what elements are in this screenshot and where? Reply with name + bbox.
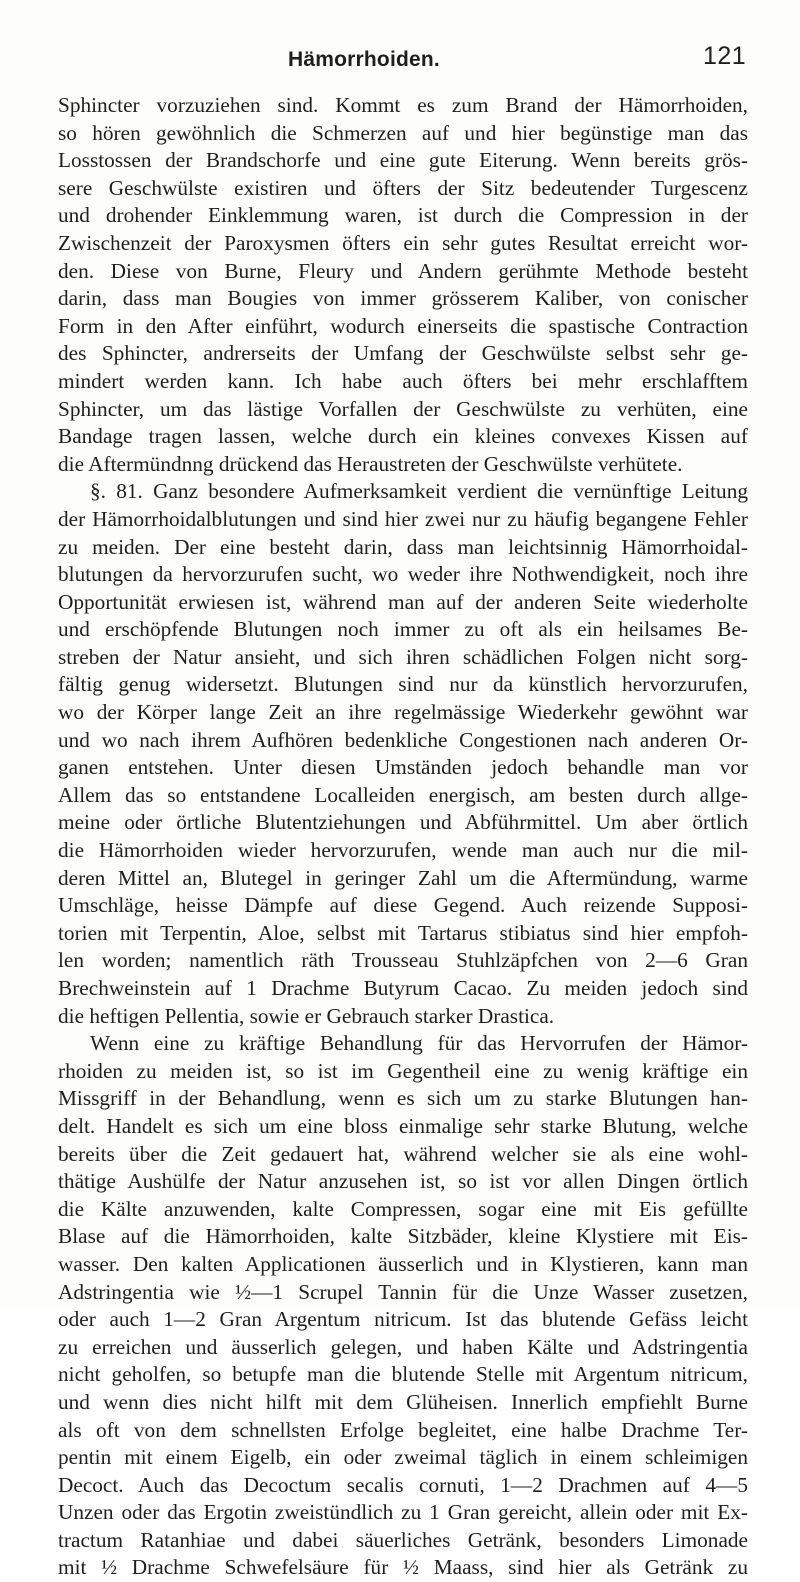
text-line: nicht geholfen, so betupfe man die blutende Stelle mit Argentum nitricum, (58, 1362, 748, 1387)
text-line: Opportunität erwiesen ist, während man auf der anderen Seite wiederholte (58, 589, 748, 614)
text-line: ganen entstehen. Unter diesen Umständen jedoch behandle man vor (58, 755, 748, 780)
text-line: die Kälte anzuwenden, kalte Compressen, sogar eine mit Eis gefüllte (58, 1196, 748, 1221)
body-text (58, 92, 748, 1582)
text-line: oder auch 1—2 Gran Argentum nitricum. Ist das blutende Gefäss leicht (58, 1307, 748, 1332)
text-line: sere Geschwülste existiren und öfters der Sitz bedeutender Turgescenz (58, 175, 748, 200)
text-line: tractum Ratanhiae und dabei säuerliches Getränk, besonders Limonade (58, 1527, 748, 1552)
text-line: Umschläge, heisse Dämpfe auf diese Gegend. Auch reizende Supposi- (58, 893, 748, 918)
text-line: bereits über die Zeit gedauert hat, während welcher sie als eine wohl- (58, 1141, 748, 1166)
text-line: Form in den After einführt, wodurch einerseits die spastische Contraction (58, 313, 748, 338)
text-line: wasser. Den kalten Applicationen äusserlich und in Klystieren, kann man (58, 1251, 748, 1276)
text-line: fältig genug widersetzt. Blutungen sind nur da künstlich hervorzurufen, (58, 672, 748, 697)
text-line: Adstringentia wie ½—1 Scrupel Tannin für die Unze Wasser zusetzen, (58, 1279, 748, 1304)
text-line: thätige Aushülfe der Natur anzusehen ist, so ist vor allen Dingen örtlich (58, 1169, 748, 1194)
text-line: den. Diese von Burne, Fleury und Andern gerühmte Methode besteht (58, 258, 748, 283)
text-line: Zwischenzeit der Paroxysmen öfters ein sehr gutes Resultat erreicht wor- (58, 230, 748, 255)
text-line: der Hämorrhoidalblutungen und sind hier zwei nur zu häufig begangene Fehler (58, 506, 748, 531)
text-line: torien mit Terpentin, Aloe, selbst mit Tartarus stibiatus sind hier empfoh- (58, 920, 748, 945)
text-line: die heftigen Pellentia, sowie er Gebrauch starker Drastica. (58, 1003, 555, 1028)
text-line: und drohender Einklemmung waren, ist durch die Compression in der (58, 203, 748, 228)
text-line: mit ½ Drachme Schwefelsäure für ½ Maass, sind hier als Getränk zu (58, 1555, 748, 1580)
text-line: Blase auf die Hämorrhoiden, kalte Sitzbäder, kleine Klystiere mit Eis- (58, 1224, 748, 1249)
text-line: Decoct. Auch das Decoctum secalis cornuti, 1—2 Drachmen auf 4—5 (58, 1472, 748, 1497)
text-line: Allem das so entstandene Localleiden energisch, am besten durch allge- (58, 782, 748, 807)
text-line: Sphincter vorzuziehen sind. Kommt es zum Brand der Hämorrhoiden, (58, 93, 748, 117)
text-line: zu meiden. Der eine besteht darin, dass man leichtsinnig Hämorrhoidal- (58, 534, 748, 559)
text-line: Sphincter, um das lästige Vorfallen der Geschwülste zu verhüten, eine (58, 396, 748, 421)
paragraph (58, 1030, 748, 1582)
text-line: §. 81. Ganz besondere Aufmerksamkeit verdient die vernünftige Leitung (90, 479, 748, 504)
text-line: darin, dass man Bougies von immer grösserem Kaliber, von conischer (58, 286, 748, 311)
text-line: rhoiden zu meiden ist, so ist im Gegentheil eine zu wenig kräftige ein (58, 1058, 748, 1083)
text-line: die Hämorrhoiden wieder hervorzurufen, wende man auch nur die mil- (58, 838, 748, 863)
page-number: 121 (703, 42, 747, 70)
text-line: Losstossen der Brandschorfe und eine gute Eiterung. Wenn bereits grös- (58, 148, 748, 173)
text-line: und wenn dies nicht hilft mit dem Glüheisen. Innerlich empfiehlt Burne (58, 1389, 748, 1414)
text-line: des Sphincter, andrerseits der Umfang der Geschwülste selbst sehr ge- (58, 341, 748, 366)
text-line: wo der Körper lange Zeit an ihre regelmässige Wiederkehr gewöhnt war (58, 700, 748, 725)
text-line: mindert werden kann. Ich habe auch öfters bei mehr erschlafftem (58, 368, 748, 393)
text-line: und wo nach ihrem Aufhören bedenkliche Congestionen nach anderen Or- (58, 727, 748, 752)
text-line: len worden; namentlich räth Trousseau Stuhlzäpfchen von 2—6 Gran (58, 948, 748, 973)
text-line: und erschöpfende Blutungen noch immer zu oft als ein heilsames Be- (58, 617, 748, 642)
text-line: zu erreichen und äusserlich gelegen, und haben Kälte und Adstringentia (58, 1334, 748, 1359)
text-line: pentin mit einem Eigelb, ein oder zweimal täglich in einem schleimigen (58, 1445, 748, 1470)
text-line: die Aftermündnng drückend das Heraustreten der Geschwülste verhütete. (58, 451, 683, 476)
text-line: Unzen oder das Ergotin zweistündlich zu 1 Gran gereicht, allein oder mit Ex- (58, 1500, 748, 1525)
text-line: blutungen da hervorzurufen sucht, wo weder ihre Nothwendigkeit, noch ihre (58, 562, 748, 587)
paragraph (58, 92, 748, 478)
text-line: delt. Handelt es sich um eine bloss einmalige sehr starke Blutung, welche (58, 1113, 748, 1138)
text-line: so hören gewöhnlich die Schmerzen auf und hier begünstige man das (58, 120, 748, 145)
text-line: Wenn eine zu kräftige Behandlung für das Hervorrufen der Hämor- (90, 1031, 748, 1056)
text-line: als oft von dem schnellsten Erfolge begleitet, eine halbe Drachme Ter- (58, 1417, 748, 1442)
text-line: streben der Natur ansieht, und sich ihren schädlichen Folgen nicht sorg- (58, 644, 748, 669)
running-title: Hämorrhoiden. (288, 48, 440, 71)
text-line: deren Mittel an, Blutegel in geringer Zahl um die Aftermündung, warme (58, 865, 748, 890)
text-line: meine oder örtliche Blutentziehungen und Abführmittel. Um aber örtlich (58, 810, 748, 835)
text-line: Brechweinstein auf 1 Drachme Butyrum Cacao. Zu meiden jedoch sind (58, 976, 748, 1000)
text-line: Missgriff in der Behandlung, wenn es sich um zu starke Blutungen han- (58, 1086, 748, 1111)
text-line: Bandage tragen lassen, welche durch ein kleines convexes Kissen auf (58, 424, 748, 449)
paragraph (58, 478, 748, 1030)
